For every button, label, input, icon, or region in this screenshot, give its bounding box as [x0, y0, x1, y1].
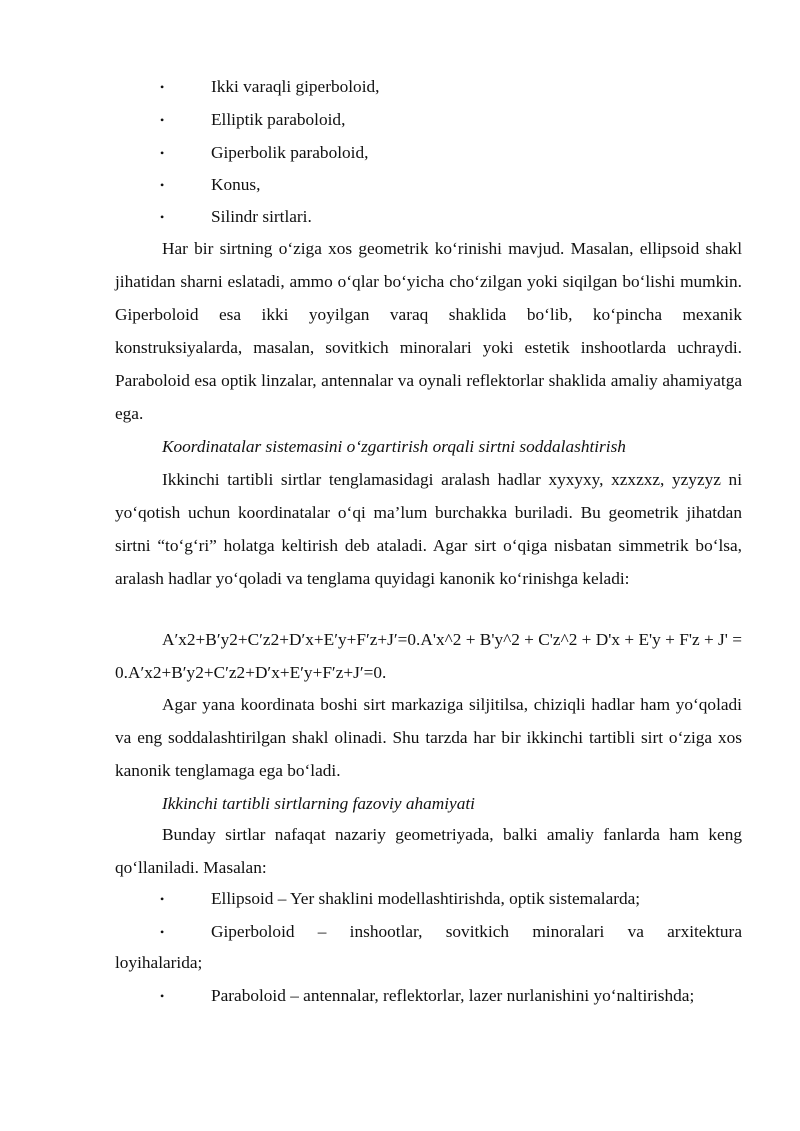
list-item: [115, 980, 742, 1012]
list-item-text: Konus,: [211, 175, 261, 194]
section-heading: Ikkinchi tartibli sirtlarning fazoviy ahamiyati: [162, 794, 475, 813]
paragraph: Ikkinchi tartibli sirtlar tenglamasidagi aralash hadlar xyxyxy, xzxzxz, yzyzyz ni yo‘qotish uchun koordinatalar o‘qi ma’lum burchakka buriladi. Bu geometrik jihatdan sirtni “to‘g‘ri” holatga keltirish deb ataladi. Agar sirt o‘qiga nisbatan simmetrik bo‘lsa, aralash hadlar yo‘qoladi va tenglama quyidagi kanonik ko‘rinishga keladi:: [115, 470, 742, 588]
list-item-text: Giperbolik paraboloid,: [211, 143, 369, 162]
list-item-text: Giperboloid – inshootlar, sovitkich minoralari va arxitektura: [211, 922, 742, 941]
bullet-icon: •: [160, 925, 165, 939]
bullet-icon: •: [160, 146, 165, 160]
bullet-icon: •: [160, 210, 165, 224]
list-item: [115, 104, 742, 136]
list-item-text: Ikki varaqli giperboloid,: [211, 77, 380, 96]
list-item: [115, 137, 742, 169]
list-item-text: Silindr sirtlari.: [211, 207, 312, 226]
list-item: [115, 916, 742, 948]
list-item-continuation: loyihalarida;: [115, 953, 203, 972]
list-item: [115, 169, 742, 201]
bullet-icon: •: [160, 892, 165, 906]
bullet-icon: •: [160, 989, 165, 1003]
bullet-icon: •: [160, 80, 165, 94]
list-item-text: Ellipsoid – Yer shaklini modellashtirishda, optik sistemalarda;: [211, 889, 641, 908]
paragraph: Agar yana koordinata boshi sirt markaziga siljitilsa, chiziqli hadlar ham yo‘qoladi va eng soddalashtirilgan shakl olinadi. Shu tarzda har bir ikkinchi tartibli sirt o‘ziga xos kanonik tenglamaga ega bo‘ladi.: [115, 695, 742, 780]
equation: A′x2+B′y2+C′z2+D′x+E′y+F′z+J′=0.A'x^2 + B'y^2 + C'z^2 + D'x + E'y + F'z + J' = 0.A′x2+B′y2+C′z2+D′x+E′y+F′z+J′=0.: [115, 630, 742, 682]
paragraph: Har bir sirtning o‘ziga xos geometrik ko‘rinishi mavjud. Masalan, ellipsoid shakl jihatidan sharni eslatadi, ammo o‘qlar bo‘yicha cho‘zilgan yoki siqilgan bo‘lishi mumkin. Giperboloid esa ikki yoyilgan varaq shaklida bo‘lib, ko‘pincha mexanik konstruksiyalarda, masalan, sovitkich minoralari yoki estetik inshootlarda uchraydi. Paraboloid esa optik linzalar, antennalar va oynali reflektorlar shaklida amaliy ahamiyatga ega.: [115, 239, 742, 423]
bullet-icon: •: [160, 178, 165, 192]
list-item: [115, 71, 742, 103]
list-item-text: Elliptik paraboloid,: [211, 110, 346, 129]
bullet-icon: •: [160, 113, 165, 127]
list-item: [115, 201, 742, 233]
list-item-text: Paraboloid – antennalar, reflektorlar, lazer nurlanishini yo‘naltirishda;: [211, 986, 695, 1005]
list-item: [115, 883, 742, 915]
paragraph: Bunday sirtlar nafaqat nazariy geometriyada, balki amaliy fanlarda ham keng qo‘llaniladi. Masalan:: [115, 825, 742, 877]
section-heading: Koordinatalar sistemasini o‘zgartirish orqali sirtni soddalashtirish: [162, 437, 626, 456]
